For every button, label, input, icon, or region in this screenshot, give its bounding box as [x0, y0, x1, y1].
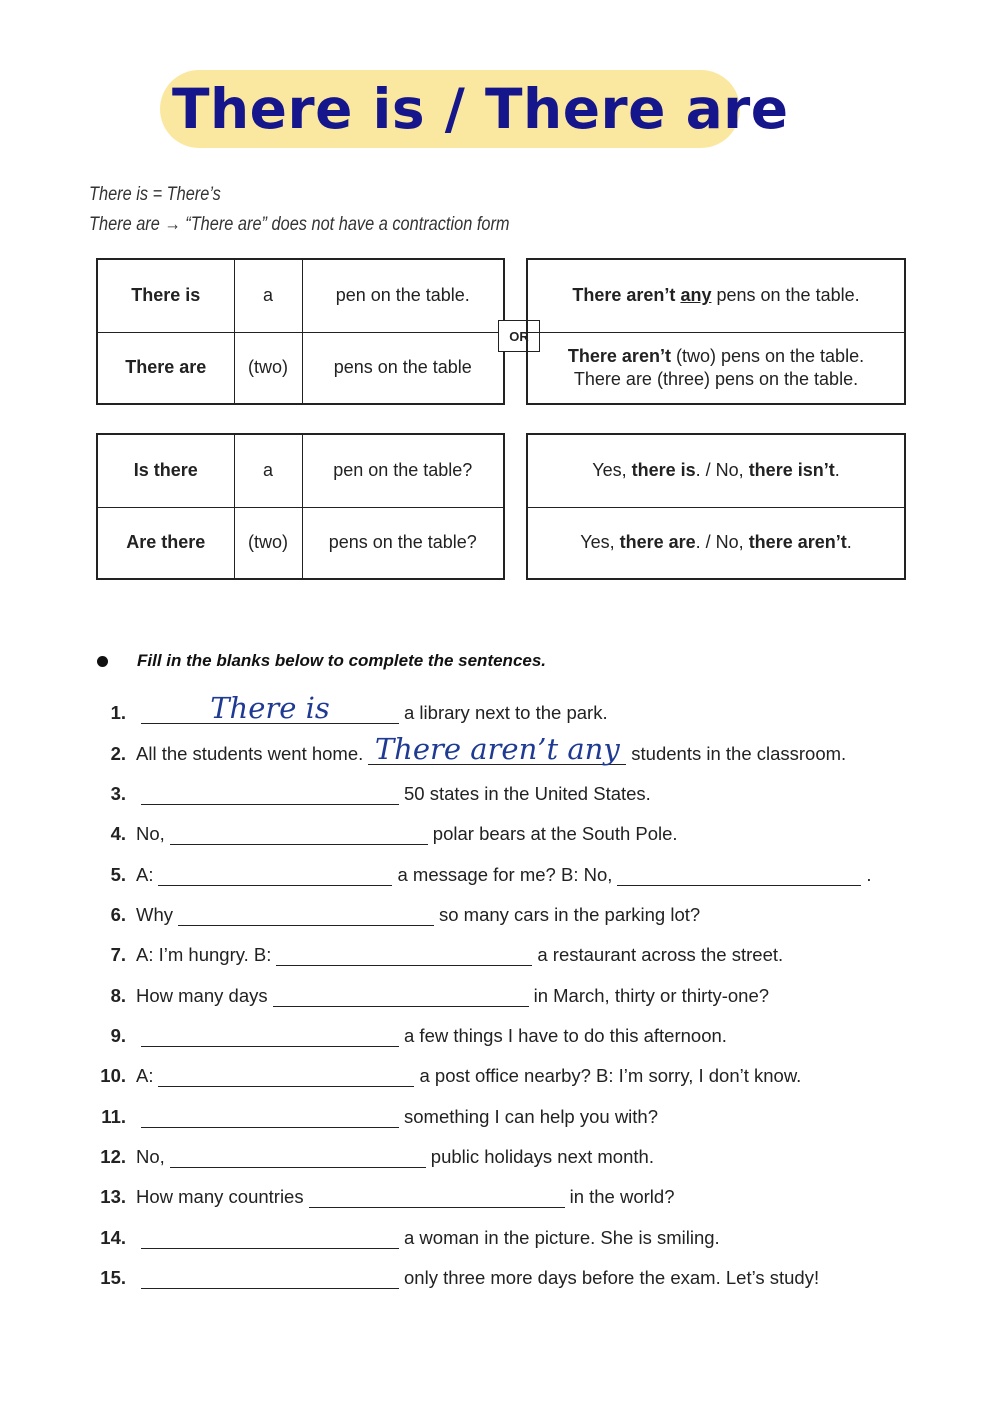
answer-mid: . / No, — [695, 532, 749, 553]
exercise-text: All the students went home. — [136, 743, 364, 764]
handwritten-answer: There is — [210, 690, 330, 725]
answer-blank[interactable] — [141, 784, 399, 805]
exercise-text: No, — [136, 823, 165, 844]
exercise-item — [90, 1061, 801, 1091]
exercise-number: 4. — [110, 823, 126, 844]
exercise-text: only three more days before the exam. Let’s study! — [404, 1267, 820, 1288]
exercise-number: 9. — [110, 1025, 126, 1046]
neg-rest: pens on the table. — [716, 285, 860, 306]
table-cell: There are — [97, 332, 234, 404]
exercise-number: 7. — [110, 944, 126, 965]
table-row — [527, 507, 905, 579]
page-title: There is / There are — [172, 77, 789, 141]
table-cell: (two) — [234, 332, 302, 404]
answer-blank[interactable] — [309, 1187, 565, 1208]
exercise-number: 14. — [100, 1227, 126, 1248]
neg-bold: There aren’t — [572, 285, 676, 306]
table-cell: a — [234, 434, 302, 507]
answer-blank[interactable] — [178, 905, 434, 926]
answer-blank[interactable] — [158, 1066, 414, 1087]
answer-no-bold: there aren’t — [748, 532, 847, 553]
exercise-number: 6. — [110, 904, 126, 925]
answer-yes-bold: there are — [619, 532, 696, 553]
exercise-item — [90, 690, 608, 728]
exercise-item — [90, 1182, 675, 1212]
answer-end: . — [834, 460, 840, 481]
exercise-number: 13. — [100, 1186, 126, 1207]
exercise-text: a restaurant across the street. — [537, 944, 784, 965]
answer-blank[interactable] — [368, 731, 626, 766]
exercise-text: How many days — [136, 985, 268, 1006]
table-cell: a — [234, 259, 302, 332]
answer-end: . — [846, 532, 852, 553]
answer-mid: . / No, — [695, 460, 749, 481]
exercise-number: 12. — [100, 1146, 126, 1167]
table-row — [97, 434, 504, 507]
exercise-number: 3. — [110, 783, 126, 804]
exercise-text: A: — [136, 1065, 154, 1086]
affirmative-table — [96, 258, 505, 405]
exercise-item — [90, 1021, 727, 1051]
answer-blank[interactable] — [273, 986, 529, 1007]
answer-blank[interactable] — [141, 1268, 399, 1289]
exercise-number: 11. — [101, 1106, 126, 1127]
exercise-text: . — [866, 864, 872, 885]
exercise-item — [90, 1142, 654, 1172]
table-row — [97, 259, 504, 332]
table-row — [527, 259, 905, 332]
exercise-item — [90, 731, 847, 769]
table-cell — [527, 259, 905, 332]
exercise-text: a few things I have to do this afternoon. — [404, 1025, 727, 1046]
exercise-item — [90, 900, 700, 930]
table-cell: There is — [97, 259, 234, 332]
short-answer-table — [526, 433, 906, 580]
table-cell — [527, 332, 905, 404]
exercise-text: a library next to the park. — [404, 702, 608, 723]
neg-rest: (two) pens on the table. — [675, 345, 865, 366]
exercise-text: students in the classroom. — [631, 743, 847, 764]
negative-table — [526, 258, 906, 405]
exercise-number: 15. — [100, 1267, 126, 1288]
exercise-text: a woman in the picture. She is smiling. — [404, 1227, 720, 1248]
exercise-item — [90, 779, 651, 809]
table-cell: pens on the table — [302, 332, 504, 404]
table-cell: Are there — [97, 507, 234, 579]
exercise-text: in March, thirty or thirty-one? — [533, 985, 770, 1006]
exercise-number: 5. — [110, 864, 126, 885]
question-table — [96, 433, 505, 580]
table-row — [527, 434, 905, 507]
table-cell: pen on the table? — [302, 434, 504, 507]
answer-blank[interactable] — [141, 1228, 399, 1249]
exercise-text: a post office nearby? B: I’m sorry, I don’t know. — [419, 1065, 802, 1086]
note-no-contraction: There are → “There are” does not have a contraction form — [89, 214, 510, 235]
exercise-text: in the world? — [569, 1186, 675, 1207]
exercise-number: 8. — [110, 985, 126, 1006]
exercise-text: something I can help you with? — [404, 1106, 659, 1127]
exercise-text: A: I’m hungry. B: — [136, 944, 272, 965]
instruction: Fill in the blanks below to complete the sentences. — [137, 651, 547, 670]
exercise-item — [90, 819, 678, 849]
table-cell: pens on the table? — [302, 507, 504, 579]
table-cell — [527, 507, 905, 579]
note-contraction: There is = There’s — [89, 184, 221, 205]
exercise-item — [90, 1223, 720, 1253]
answer-blank[interactable] — [170, 824, 428, 845]
answer-blank[interactable] — [141, 1026, 399, 1047]
neg-bold: There aren’t — [567, 345, 671, 366]
exercise-item — [90, 860, 872, 890]
exercise-text: Why — [136, 904, 173, 925]
exercise-number: 1. — [110, 702, 126, 723]
answer-yes: Yes, — [592, 460, 632, 481]
handwritten-answer: There aren’t any — [374, 731, 620, 766]
exercise-number: 10. — [100, 1065, 126, 1086]
exercise-text: 50 states in the United States. — [404, 783, 651, 804]
answer-blank[interactable] — [276, 945, 532, 966]
exercise-number: 2. — [110, 743, 126, 764]
exercise-item — [90, 1102, 658, 1132]
answer-blank[interactable] — [141, 690, 399, 725]
neg-underlined: any — [680, 285, 712, 306]
table-cell: pen on the table. — [302, 259, 504, 332]
bullet-icon — [97, 656, 108, 667]
answer-blank[interactable] — [617, 865, 861, 886]
answer-yes: Yes, — [580, 532, 620, 553]
neg-line2: There are (three) pens on the table. — [573, 368, 859, 389]
answer-no-bold: there isn’t — [748, 460, 835, 481]
table-cell: Is there — [97, 434, 234, 507]
table-row — [97, 507, 504, 579]
answer-blank[interactable] — [170, 1147, 426, 1168]
table-cell: (two) — [234, 507, 302, 579]
table-cell — [527, 434, 905, 507]
exercise-item — [90, 1263, 819, 1293]
exercise-text: a message for me? B: No, — [397, 864, 613, 885]
answer-yes-bold: there is — [631, 460, 696, 481]
exercise-text: How many countries — [136, 1186, 304, 1207]
answer-blank[interactable] — [141, 1107, 399, 1128]
table-row — [527, 332, 905, 404]
exercise-text: so many cars in the parking lot? — [439, 904, 701, 925]
exercise-text: A: — [136, 864, 154, 885]
answer-blank[interactable] — [158, 865, 392, 886]
exercise-item — [90, 940, 783, 970]
exercise-item — [90, 981, 769, 1011]
table-row — [97, 332, 504, 404]
exercise-text: polar bears at the South Pole. — [432, 823, 678, 844]
exercise-text: No, — [136, 1146, 165, 1167]
or-label: OR — [498, 320, 540, 352]
exercise-text: public holidays next month. — [430, 1146, 654, 1167]
